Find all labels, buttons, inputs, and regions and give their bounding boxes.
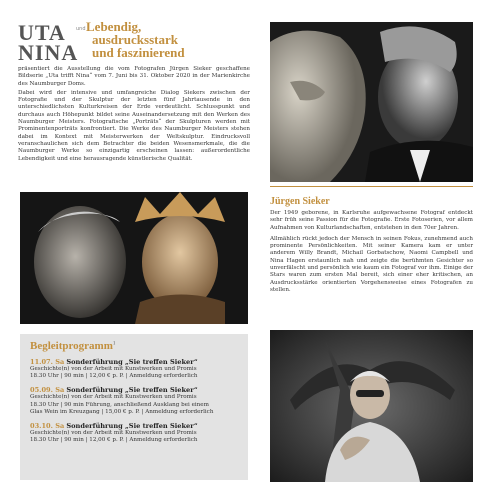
- headline-line-1: Lebendig,: [86, 19, 142, 34]
- logo-und: und: [76, 26, 86, 32]
- headline: [86, 20, 246, 59]
- event-date: 05.09. Sa: [30, 386, 65, 395]
- event-description: Geschichte(n) von der Arbeit mit Kunstwerken und Promis: [30, 366, 197, 372]
- uta-nina-logo: [18, 20, 90, 66]
- event-item: [30, 358, 238, 380]
- section-divider: [270, 186, 473, 187]
- event-details: 18.30 Uhr | 90 min | 12,00 € p. P. | Anmeldung erforderlich: [30, 437, 198, 444]
- event-date: 03.10. Sa: [30, 422, 65, 431]
- events-footnote: 1: [112, 341, 116, 347]
- event-description: Geschichte(n) von der Arbeit mit Kunstwerken und Promis: [30, 394, 197, 401]
- events-title: Begleitprogramm$^1$: [30, 340, 116, 352]
- event-name: Sonderführung „Sie treffen Sieker“: [66, 422, 198, 431]
- event-details: Glas Wein im Kreuzgang | 15,00 € p. P. | Anmeldung erforderlich: [30, 408, 214, 415]
- intro-paragraph: präsentiert die Ausstellung die vom Fotografen Jürgen Sieker geschaffene Bildserie „Uta trifft Nina“ vom 7. Juni bis 31. Oktober 2020 in der Marienkirche des Naumburger Doms.: [18, 66, 250, 87]
- photo-photographer: [270, 330, 473, 482]
- photo-portrait-and-uta-sculpture: [20, 192, 248, 324]
- logo-uta: UTA: [18, 20, 66, 45]
- headline-line-3: und faszinierend: [92, 45, 185, 60]
- photo-sculpture-and-portrait: [270, 22, 473, 182]
- event-description: Geschichte(n) von der Arbeit mit Kunstwerken und Promis: [30, 430, 197, 437]
- sieker-bio: [270, 210, 473, 298]
- intro-text: [18, 66, 250, 165]
- event-name: Sonderführung „Sie treffen Sieker“: [66, 358, 198, 366]
- sieker-paragraph: Allmählich rückt jedoch der Mensch in seinen Fokus, zunehmend auch prominente Persönlichkeiten. Mit seiner Kamera kam er unter anderem Willy Brandt, Michail Gorbatschow, Naomi Campbell und Nina Hagen erstaunlich nah und zeigte die berühmten Gesichter so unverfälscht und persönlich wie kaum ein Fotograf vor ihm. Einige der Stars waren zum ersten Mal bereit, sich einer eher kritischen, an Ausdrucksstärke orientierten Vorgehensweise eines Fotografen zu stellen.: [270, 235, 473, 293]
- intro-paragraph: Dabei wird der intensive und umfangreiche Dialog Siekers zwischen der Fotografie und der Skulptur der letzten fünf Jahrtausende in den unterschiedlichsten Kulturkreisen der Erde verdeutlicht. Schlusspunkt und durchaus auch Höhepunkt bildet seine Auseinandersetzung mit den Werken des Naumburger Meisters. Fotografische „Porträts“ der Skulpturen werden mit Prominentenporträts konfrontiert. Die Werke des Naumburger Meisters stehen dabei im Kontext mit Meisterwerken der Weltskulptur. Eindrucksvoll veranschaulichen sich dem Betrachter die beiden Wesensmerkmale, die die Naumburger Werke so einzigartig erscheinen lassen: außerordentliche Lebendigkeit und eine herausragende künstlerische Qualität.: [18, 89, 250, 162]
- event-name: Sonderführung „Sie treffen Sieker“: [66, 386, 198, 395]
- event-item: [30, 422, 238, 444]
- event-item: [30, 386, 238, 416]
- sieker-paragraph: Der 1949 geborene, in Karlsruhe aufgewachsene Fotograf entdeckt sehr früh seine Passion für die Fotografie. Erste Fotoserien, vor allem Aufnahmen von Kulturlandschaften, entstehen in den 70er Jahren.: [270, 210, 473, 231]
- event-details: 18.30 Uhr | 90 min Führung, anschließend Ausklang bei einem: [30, 401, 209, 408]
- event-date: 11.07. Sa: [30, 358, 65, 366]
- event-details: 18.30 Uhr | 90 min | 12,00 € p. P. | Anmeldung erforderlich: [30, 373, 198, 380]
- events-panel: [20, 334, 248, 480]
- logo-nina: NINA: [18, 40, 79, 65]
- headline-line-2: ausdrucksstark: [92, 32, 178, 47]
- sieker-title: Jürgen Sieker: [270, 196, 330, 207]
